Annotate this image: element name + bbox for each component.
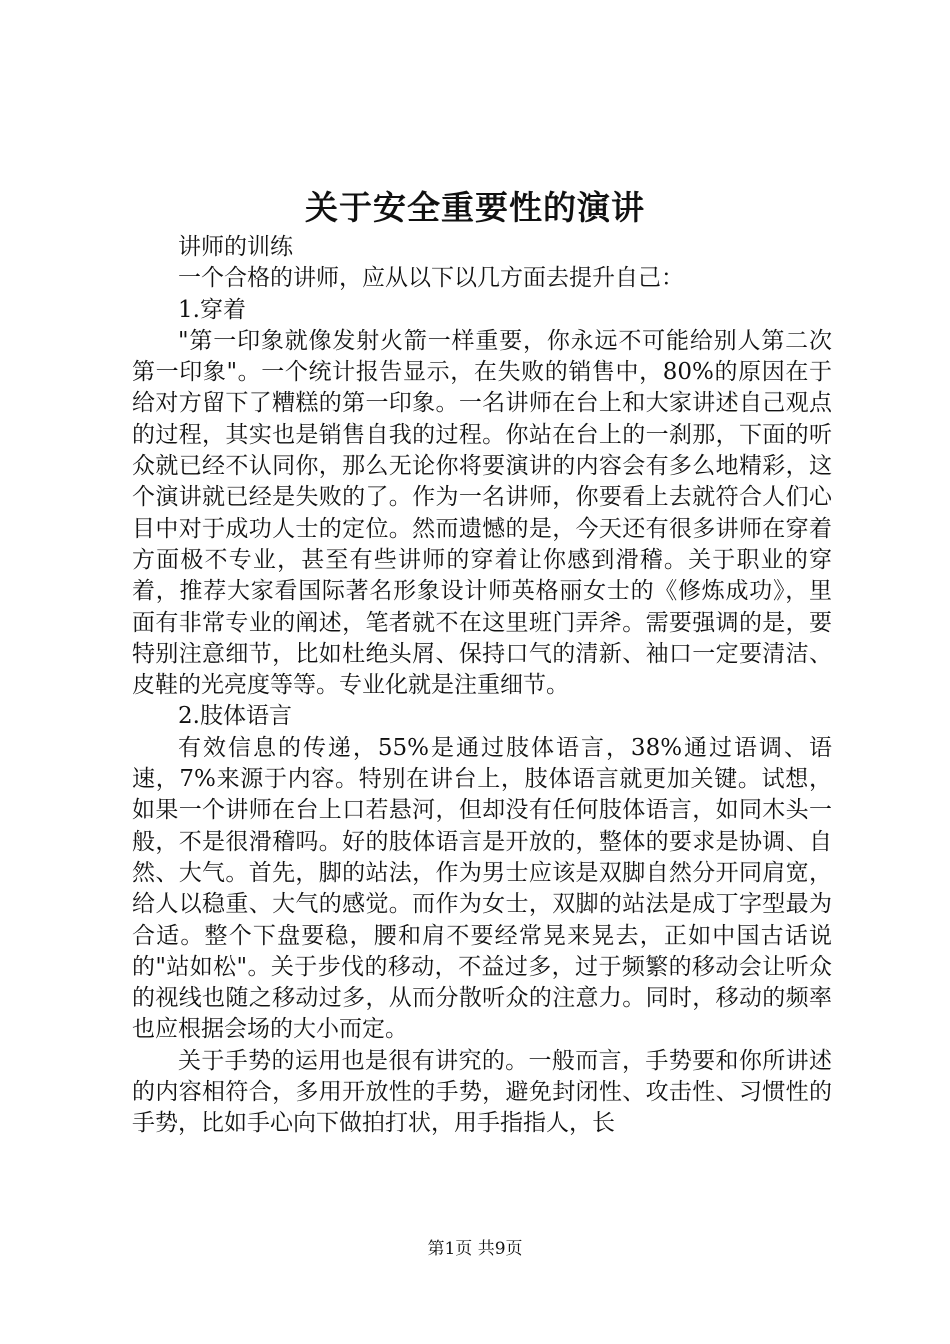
page-number-footer: 第1页 共9页: [427, 1239, 523, 1259]
paragraph-trainer-training: 讲师的训练: [178, 234, 293, 260]
heading-attire: 1.穿着: [178, 296, 246, 323]
document-body: [132, 232, 832, 1140]
paragraph-gestures: 关于手势的运用也是很有讲究的。一般而言，手势要和你所讲述的内容相符合，多用开放性的手势，避免封闭性、攻击性、习惯性的手势，比如手心向下做拍打状，用手指指人，长: [132, 1047, 832, 1137]
paragraph-intro: 一个合格的讲师，应从以下以几方面去提升自己：: [178, 265, 684, 292]
document-title: 关于安全重要性的演讲: [305, 188, 645, 227]
paragraph-body-language: 有效信息的传递，55%是通过肢体语言，38%通过语调、语速，7%来源于内容。特别在讲台上，肢体语言就更加关键。试想，如果一个讲师在台上口若悬河，但却没有任何肢体语言，如同木头一般，不是很滑稽吗。好的肢体语言是开放的，整体的要求是协调、自然、大气。首先，脚的站法，作为男士应该是双脚自然分开同肩宽，给人以稳重、大气的感觉。而作为女士，双脚的站法是成丁字型最为合适。整个下盘要稳，腰和肩不要经常晃来晃去，正如中国古话说的"站如松"。关于步伐的移动，不益过多，过于频繁的移动会让听众的视线也随之移动过多，从而分散听众的注意力。同时，移动的频率也应根据会场的大小而定。: [132, 734, 832, 1043]
heading-body-language: 2.肢体语言: [178, 703, 292, 730]
paragraph-attire: "第一印象就像发射火箭一样重要，你永远不可能给别人第二次第一印象"。一个统计报告显示，在失败的销售中，80%的原因在于给对方留下了糟糕的第一印象。一名讲师在台上和大家讲述自己观点的过程，其实也是销售自我的过程。你站在台上的一刹那，下面的听众就已经不认同你，那么无论你将要演讲的内容会有多么地精彩，这个演讲就已经是失败的了。作为一名讲师，你要看上去就符合人们心目中对于成功人士的定位。然而遗憾的是，今天还有很多讲师在穿着方面极不专业，甚至有些讲师的穿着让你感到滑稽。关于职业的穿着，推荐大家看国际著名形象设计师英格丽女士的《修炼成功》，里面有非常专业的阐述，笔者就不在这里班门弄斧。需要强调的是，要特别注意细节，比如杜绝头屑、保持口气的清新、袖口一定要清洁、皮鞋的光亮度等等。专业化就是注重细节。: [132, 327, 832, 699]
